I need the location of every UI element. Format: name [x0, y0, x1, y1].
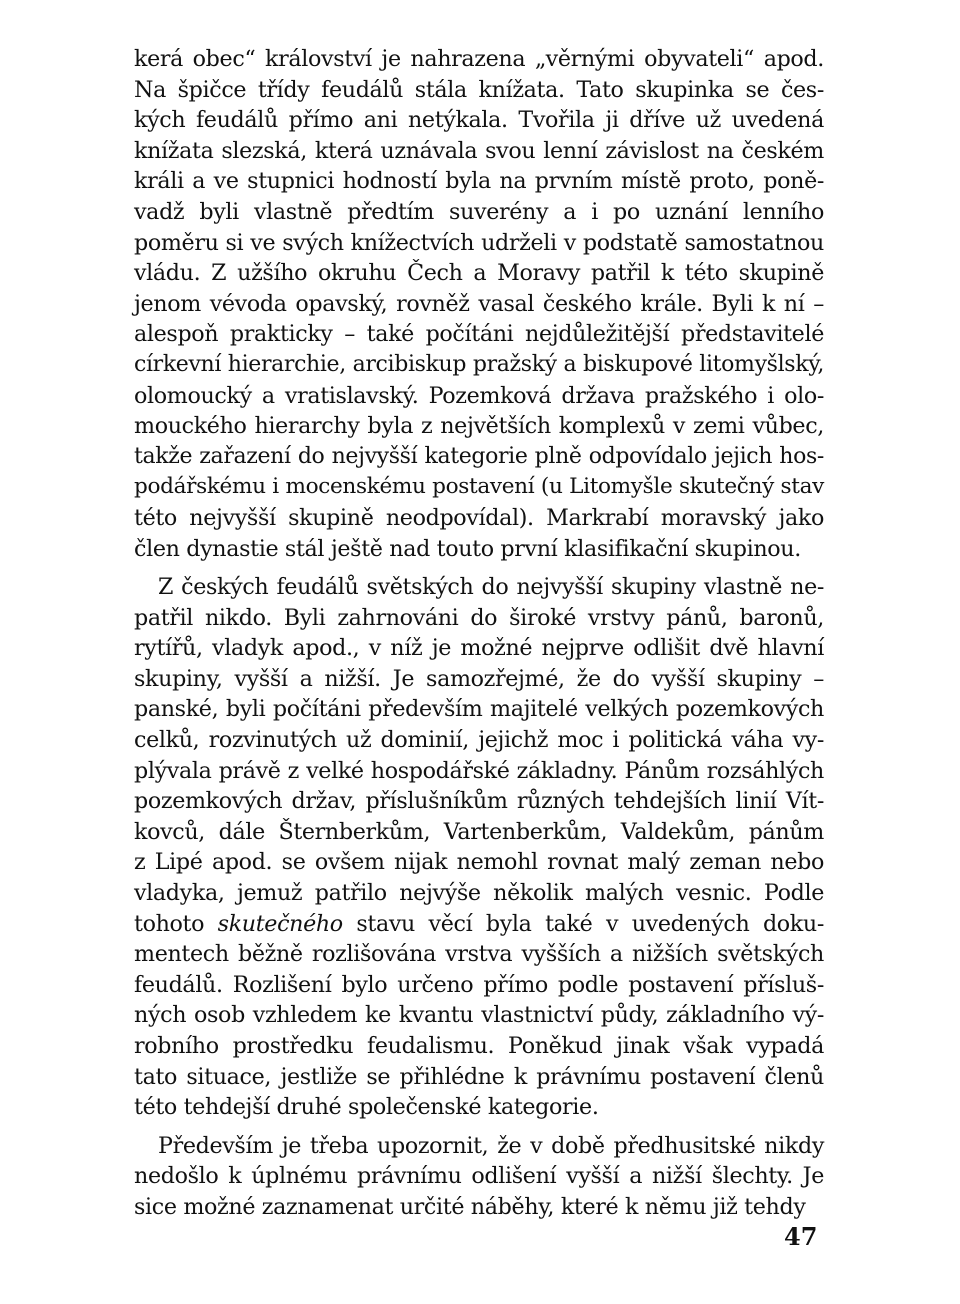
text-line: feudálů. Rozlišení bylo určeno přímo podle postavení přísluš- — [134, 971, 824, 998]
text-line: ných osob vzhledem ke kvantu vlastnictví půdy, základního vý- — [134, 1002, 824, 1029]
text-line: takže zařazení do nejvyšší kategorie plně odpovídalo jejich hos- — [134, 443, 824, 469]
text-line: mouckého hierarchy byla z největších komplexů v zemi vůbec, — [134, 413, 824, 440]
paragraph-gap — [134, 1123, 824, 1131]
text-line: Z českých feudálů světských do nejvyšší skupiny vlastně ne- — [158, 574, 824, 601]
text-line: tato situace, jestliže se přihlédne k právnímu postavení členů — [134, 1063, 824, 1090]
text-line: pozemkových držav, příslušníkům různých tehdejších linií Vít- — [134, 788, 824, 815]
text-line: skupiny, vyšší a nižší. Je samozřejmé, že do vyšší skupiny – — [134, 665, 824, 692]
text-line: mentech běžně rozlišována vrstva vyšších a nižších světských — [134, 941, 824, 968]
text-line: vadž byli vlastně předtím suverény a i po uznání lenního — [134, 198, 824, 225]
paragraph-gap — [134, 564, 824, 572]
text-line: této tehdejší druhé společenské kategorie. — [134, 1094, 599, 1121]
text-line: sice možné zaznamenat určité náběhy, které k němu již tehdy — [134, 1193, 806, 1220]
text-line: této nejvyšší skupině neodpovídal). Markrabí moravský jako — [134, 504, 824, 531]
paragraph — [134, 1131, 824, 1223]
text-line: plývala právě z velké hospodářské základny. Pánům rozsáhlých — [134, 757, 824, 784]
text-line: celků, rozvinutých už dominií, jejichž moc i politická váha vy- — [134, 727, 824, 754]
text-line: Především je třeba upozornit, že v době předhusitské nikdy — [158, 1132, 824, 1159]
paragraph — [134, 572, 824, 1123]
text-line: člen dynastie stál ještě nad touto první klasifikační skupinou. — [134, 535, 801, 562]
text-line: alespoň prakticky – také počítáni nejdůležitější představitelé — [134, 321, 824, 348]
text-line: Na špičce třídy feudálů stála knížata. Tato skupinka se čes- — [134, 76, 824, 103]
text-line: patřil nikdo. Byli zahrnováni do široké vrstvy pánů, baronů, — [134, 604, 824, 631]
text-line: nedošlo k úplnému právnímu odlišení vyšší a nižší šlechty. Je — [134, 1163, 824, 1190]
text-line: rytířů, vladyk apod., v níž je možné nejprve odlišit dvě hlavní — [134, 635, 824, 662]
text-line: podářskému i mocenskému postavení (u Litomyšle skutečný stav — [134, 474, 824, 500]
text-line: panské, byli počítáni především majitelé velkých pozemkových — [134, 696, 824, 723]
text-line: vládu. Z užšího okruhu Čech a Moravy patřil k této skupině — [134, 260, 824, 287]
paragraph — [134, 44, 824, 564]
emphasized-word: skutečného — [217, 910, 343, 937]
text-line: kovců, dále Šternberkům, Vartenberkům, Valdekům, pánům — [134, 818, 824, 845]
text-line: z Lipé apod. se ovšem nijak nemohl rovnat malý zeman nebo — [134, 849, 824, 876]
text-line: vladyka, jemuž patřilo nejvýše několik malých vesnic. Podle — [134, 880, 824, 907]
text-line: králi a ve stupnici hodností byla na prvním místě proto, poně- — [134, 168, 824, 195]
text-line: knížata slezská, která uznávala svou lenní závislost na českém — [134, 137, 824, 164]
text-line: robního prostředku feudalismu. Poněkud jinak však vypadá — [134, 1033, 824, 1059]
body-text — [134, 44, 824, 1223]
text-line: kých feudálů přímo ani netýkala. Tvořila ji dříve už uvedená — [134, 107, 824, 134]
text-line: poměru si ve svých knížectvích udrželi v podstatě samostatnou — [134, 229, 824, 256]
text-line: tohoto skutečného stavu věcí byla také v uvedených doku- — [134, 910, 824, 937]
text-line: jenom vévoda opavský, rovněž vasal českého krále. Byli k ní – — [134, 290, 824, 317]
page-number: 47 — [784, 1222, 818, 1251]
text-line: církevní hierarchie, arcibiskup pražský a biskupové litomyšlský, — [134, 351, 824, 377]
text-line: kerá obec“ království je nahrazena „věrnými obyvateli“ apod. — [134, 46, 824, 72]
text-line: olomoucký a vratislavský. Pozemková država pražského i olo- — [134, 382, 824, 409]
